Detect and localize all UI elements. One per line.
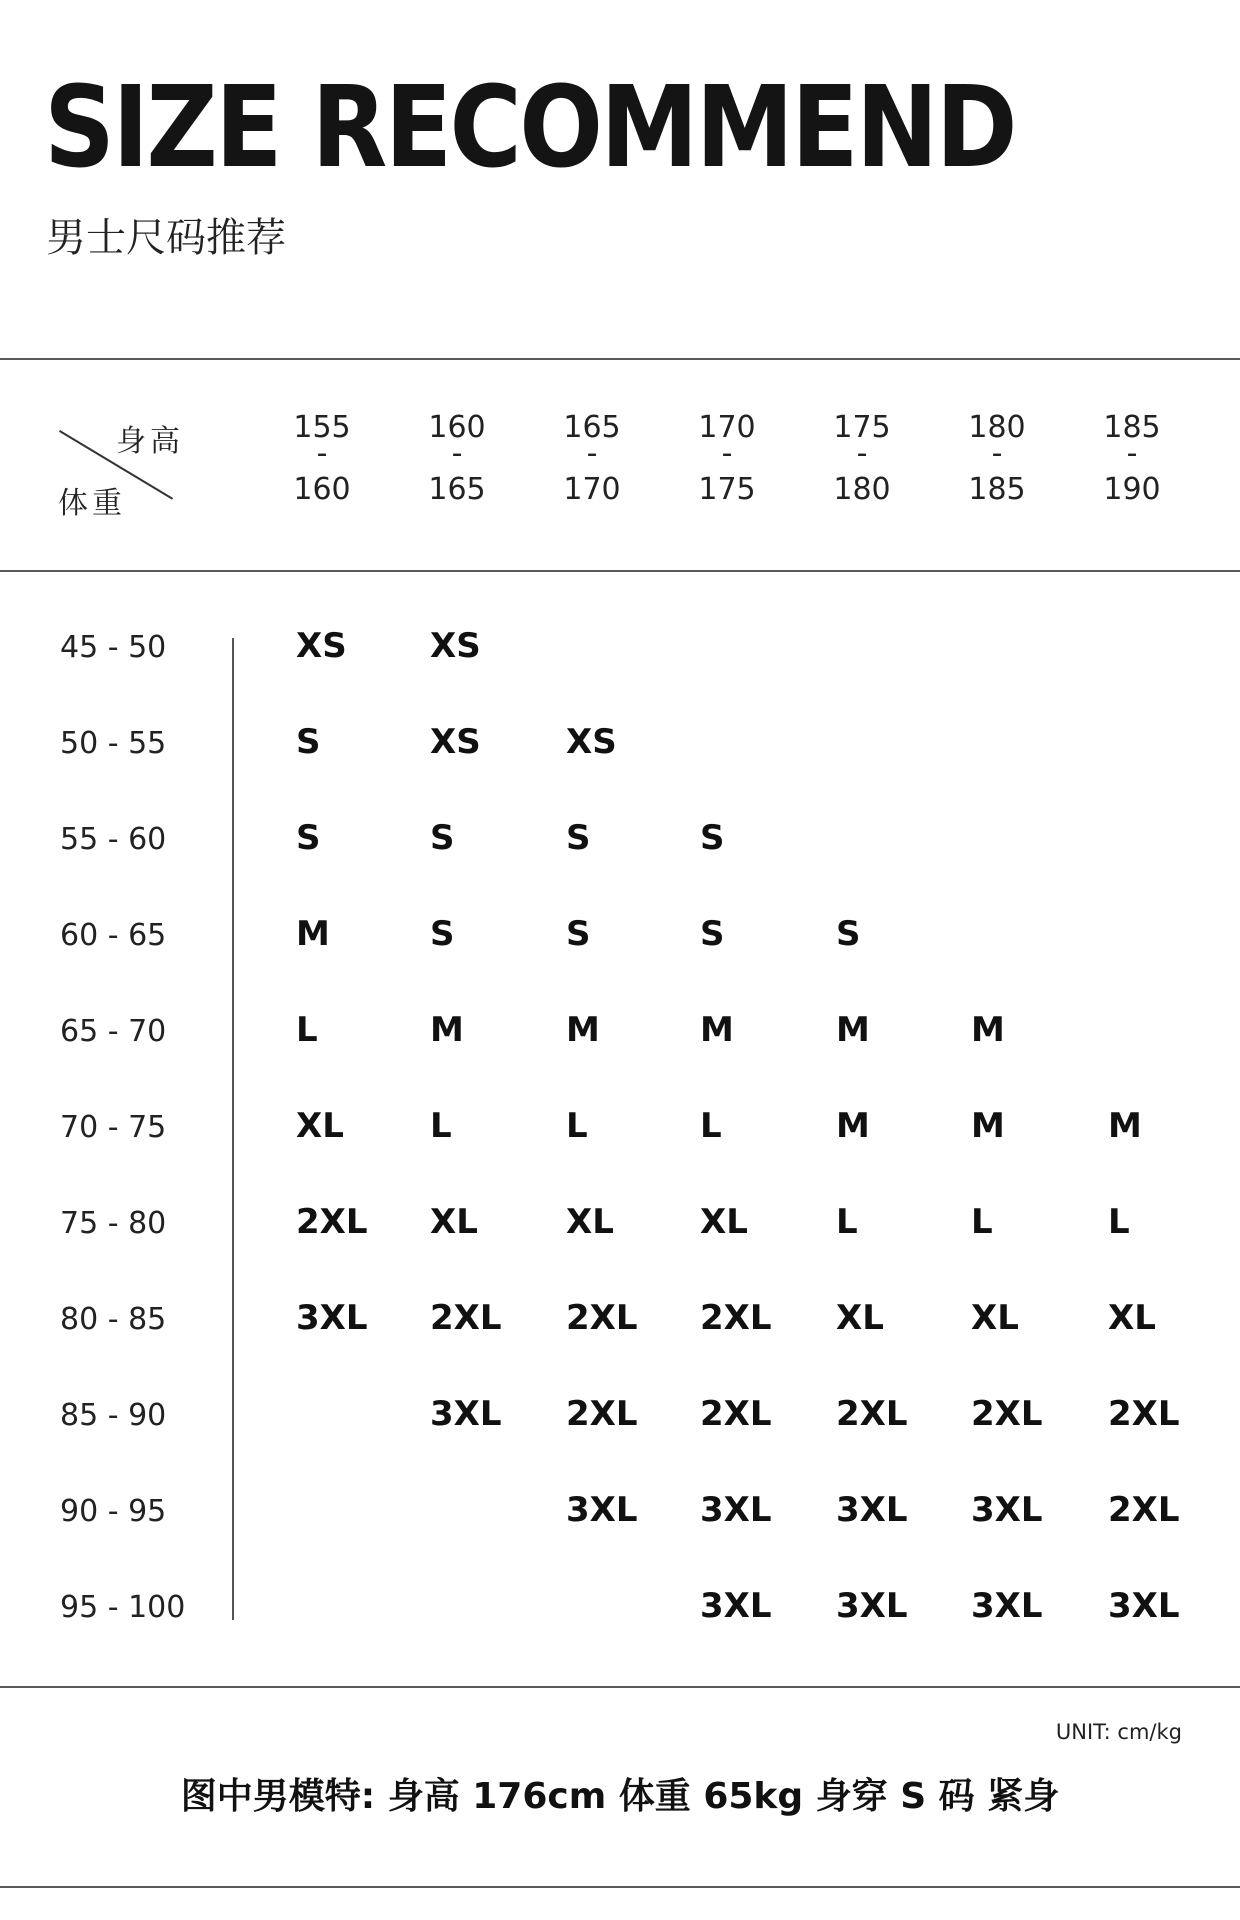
size-cell: 2XL — [296, 1202, 368, 1242]
height-sep-text: - — [856, 436, 868, 471]
size-cell: M — [430, 1010, 464, 1050]
weight-row-label: 50 - 55 — [60, 726, 167, 761]
size-cell: M — [566, 1010, 600, 1050]
size-cell: L — [700, 1106, 722, 1146]
corner-label-height: 身高 — [116, 424, 184, 459]
size-cell: 2XL — [971, 1394, 1043, 1434]
weight-row-label: 90 - 95 — [60, 1494, 167, 1529]
size-cell: XS — [430, 626, 481, 666]
height-sep-text: - — [586, 436, 598, 471]
height-to-text: 180 — [833, 472, 891, 507]
size-cell: 2XL — [1108, 1394, 1180, 1434]
height-column-header — [397, 412, 517, 506]
height-column-header — [1072, 412, 1192, 506]
height-sep-text: - — [721, 436, 733, 471]
page-title: SIZE RECOMMEND — [44, 63, 1015, 193]
size-cell: XL — [1108, 1298, 1156, 1338]
size-cell: L — [1108, 1202, 1130, 1242]
size-cell: 3XL — [700, 1490, 772, 1530]
size-cell: S — [836, 914, 861, 954]
size-cell: S — [430, 914, 455, 954]
size-cell: XS — [430, 722, 481, 762]
page-subtitle: 男士尺码推荐 — [46, 215, 286, 261]
height-from-text: 160 — [428, 410, 486, 445]
height-column-header — [937, 412, 1057, 506]
size-cell: L — [566, 1106, 588, 1146]
divider-top — [0, 358, 1240, 360]
size-cell: M — [971, 1106, 1005, 1146]
size-cell: 2XL — [1108, 1490, 1180, 1530]
height-to-text: 165 — [428, 472, 486, 507]
size-cell: L — [971, 1202, 993, 1242]
model-note: 图中男模特: 身高 176cm 体重 65kg 身穿 S 码 紧身 — [180, 1776, 1060, 1817]
divider-footer — [0, 1886, 1240, 1888]
size-cell: L — [430, 1106, 452, 1146]
height-to-text: 190 — [1103, 472, 1161, 507]
height-column-header — [667, 412, 787, 506]
height-to-text: 175 — [698, 472, 756, 507]
size-cell: S — [296, 818, 321, 858]
size-cell: L — [296, 1010, 318, 1050]
size-cell: M — [296, 914, 330, 954]
unit-label: UNIT: cm/kg — [1055, 1720, 1182, 1744]
size-cell: XL — [700, 1202, 748, 1242]
size-cell: 2XL — [700, 1298, 772, 1338]
weight-row-label: 45 - 50 — [60, 630, 167, 665]
size-cell: L — [836, 1202, 858, 1242]
size-cell: XL — [836, 1298, 884, 1338]
size-cell: 3XL — [430, 1394, 502, 1434]
height-to-text: 185 — [968, 472, 1026, 507]
weight-row-label: 70 - 75 — [60, 1110, 167, 1145]
size-cell: S — [700, 818, 725, 858]
corner-label-weight: 体重 — [58, 486, 126, 521]
height-from-text: 170 — [698, 410, 756, 445]
size-cell: M — [700, 1010, 734, 1050]
size-cell: XS — [566, 722, 617, 762]
size-cell: 3XL — [836, 1586, 908, 1626]
size-cell: 2XL — [566, 1298, 638, 1338]
weight-row-label: 80 - 85 — [60, 1302, 167, 1337]
size-cell: S — [700, 914, 725, 954]
size-cell: 2XL — [566, 1394, 638, 1434]
size-cell: S — [296, 722, 321, 762]
weight-row-label: 85 - 90 — [60, 1398, 167, 1433]
height-from-text: 180 — [968, 410, 1026, 445]
size-cell: 3XL — [971, 1490, 1043, 1530]
size-cell: XL — [566, 1202, 614, 1242]
size-cell: S — [566, 818, 591, 858]
size-cell: S — [430, 818, 455, 858]
weight-row-label: 60 - 65 — [60, 918, 167, 953]
size-cell: M — [971, 1010, 1005, 1050]
height-from-text: 185 — [1103, 410, 1161, 445]
height-column-header — [532, 412, 652, 506]
table-corner-header — [52, 412, 252, 522]
height-from-text: 175 — [833, 410, 891, 445]
divider-bottom — [0, 1686, 1240, 1688]
size-cell: XL — [296, 1106, 344, 1146]
size-cell: XL — [971, 1298, 1019, 1338]
size-cell: 2XL — [430, 1298, 502, 1338]
size-cell: XL — [430, 1202, 478, 1242]
weight-row-label: 65 - 70 — [60, 1014, 167, 1049]
height-sep-text: - — [1126, 436, 1138, 471]
size-cell: 3XL — [700, 1586, 772, 1626]
weight-row-label: 95 - 100 — [60, 1590, 186, 1625]
size-cell: S — [566, 914, 591, 954]
height-sep-text: - — [991, 436, 1003, 471]
size-cell: 3XL — [1108, 1586, 1180, 1626]
size-cell: XS — [296, 626, 347, 666]
divider-header — [0, 570, 1240, 572]
size-cell: 3XL — [566, 1490, 638, 1530]
weight-row-label: 75 - 80 — [60, 1206, 167, 1241]
height-column-header — [802, 412, 922, 506]
height-sep-text: - — [316, 436, 328, 471]
size-cell: 3XL — [971, 1586, 1043, 1626]
size-cell: 3XL — [296, 1298, 368, 1338]
size-cell: 2XL — [836, 1394, 908, 1434]
height-to-text: 160 — [293, 472, 351, 507]
size-cell: M — [836, 1010, 870, 1050]
weight-row-label: 55 - 60 — [60, 822, 167, 857]
height-from-text: 155 — [293, 410, 351, 445]
size-cell: M — [1108, 1106, 1142, 1146]
size-cell: 2XL — [700, 1394, 772, 1434]
height-from-text: 165 — [563, 410, 621, 445]
row-label-divider — [232, 638, 234, 1620]
size-cell: 3XL — [836, 1490, 908, 1530]
height-column-header — [262, 412, 382, 506]
height-to-text: 170 — [563, 472, 621, 507]
size-cell: M — [836, 1106, 870, 1146]
height-sep-text: - — [451, 436, 463, 471]
